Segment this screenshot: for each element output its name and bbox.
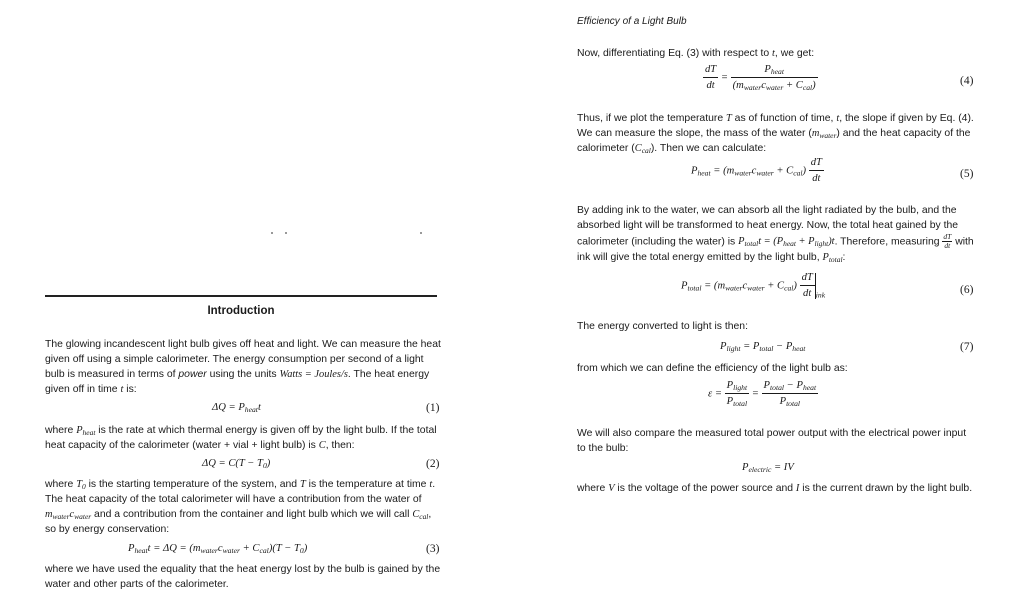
right-page — [515, 0, 1024, 607]
paragraph-slope: Thus, if we plot the temperature T as of function of time, t, the slope if given by Eq. (4). We can measure the slope, the mass of the water $(m_{water})$ and the heat capacity of the calorimeter $(C_{cal})$. Then we can calculate: — [577, 113, 974, 155]
paragraph-differentiate: Now, differentiating Eq. (3) with respect to t, we get: — [577, 48, 815, 59]
equation-number: (2) — [426, 458, 440, 470]
equation-number: (5) — [960, 168, 974, 180]
paragraph-efficiency: from which we can define the efficiency of the light bulb as: — [577, 363, 848, 374]
left-page — [0, 0, 490, 607]
paragraph-ink: By adding ink to the water, we can absorb all the light radiated by the bulb, and the absorbed light will be transformed to heat energy. Now, the total heat gained by the calorimeter (including the water) is $P_{total}t = (P_{heat} + P_{light})t$. Therefore, measuring $\frac{dT}{dt}$ with ink will give the total energy emitted by the light bulb, $P_{total}$: — [577, 205, 974, 264]
scan-speck — [271, 232, 273, 234]
equation-number: (4) — [960, 75, 974, 87]
equation-number: (3) — [426, 543, 440, 555]
paragraph-closing: where we have used the equality that the heat energy lost by the bulb is gained by the water and other parts of the calorimeter. — [45, 564, 441, 590]
section-rule — [45, 295, 437, 297]
equation-6: $P_{total} = (m_{water}c_{water} + C_{cal})$ $\frac{dT}{dt}$ $_{ink}$ — [681, 272, 826, 300]
equation-electric-power: $P_{electric}$ = IV — [742, 462, 794, 474]
scan-speck — [285, 232, 287, 234]
scan-speck — [420, 232, 422, 234]
equation-1: $\Delta Q = P_{heat}t$ — [212, 402, 261, 414]
paragraph-energy-conservation: where $T_0$ is the starting temperature of the system, and T is the temperature at time t. The heat capacity of the total calorimeter will have a contribution from the water of $m_{water}c_{water}$ and a contribution from the container and light bulb which we will call $C_{cal}$, so by energy conservation: — [45, 479, 436, 535]
paragraph-heat-rate: where $P_{heat}$ is the rate at which thermal energy is given off by the light bulb. If the total heat capacity of the calorimeter (water + vial + light bulb) is C, then: — [45, 425, 437, 451]
equation-7: $P_{light} = P_{total} - P_{heat}$ — [720, 341, 806, 353]
intro-paragraph: The glowing incandescent light bulb gives off heat and light. We can measure the heat given off using a simple calorimeter. The energy consumption per second of a light bulb is measured in terms of power using the units Watts = Joules/s. The heat energy given off in time t is: — [45, 339, 441, 395]
running-header: Efficiency of a Light Bulb — [577, 16, 687, 27]
equation-3: $P_{heat}t = \Delta Q = (m_{water}c_{water} + C_{cal})(T - T_0)$ — [128, 543, 308, 555]
equation-5: $P_{heat} = (m_{water}c_{water} + C_{cal})$ $\frac{dT}{dt}$ — [691, 157, 822, 184]
equation-number: (1) — [426, 402, 440, 414]
section-heading: Introduction — [207, 305, 275, 317]
equation-4: $\frac{dT}{dt}$ = $\frac{P_{heat}}{(m_{water}c_{water} + C_{cal})}$ — [705, 64, 816, 92]
paragraph-electrical: We will also compare the measured total power output with the electrical power input to the bulb: — [577, 428, 967, 454]
equation-number: (7) — [960, 341, 974, 353]
equation-2: $\Delta Q = C(T - T_0)$ — [202, 458, 271, 470]
equation-efficiency: ε = $\frac{P_{light}}{P_{total}}$ = $\frac{P_{total} - P_{heat}}{P_{total}}$ — [708, 380, 817, 408]
equation-number: (6) — [960, 284, 974, 296]
paragraph-voltage: where V is the voltage of the power source and I is the current drawn by the light bulb. — [577, 483, 973, 494]
paragraph-light-energy: The energy converted to light is then: — [577, 321, 748, 332]
